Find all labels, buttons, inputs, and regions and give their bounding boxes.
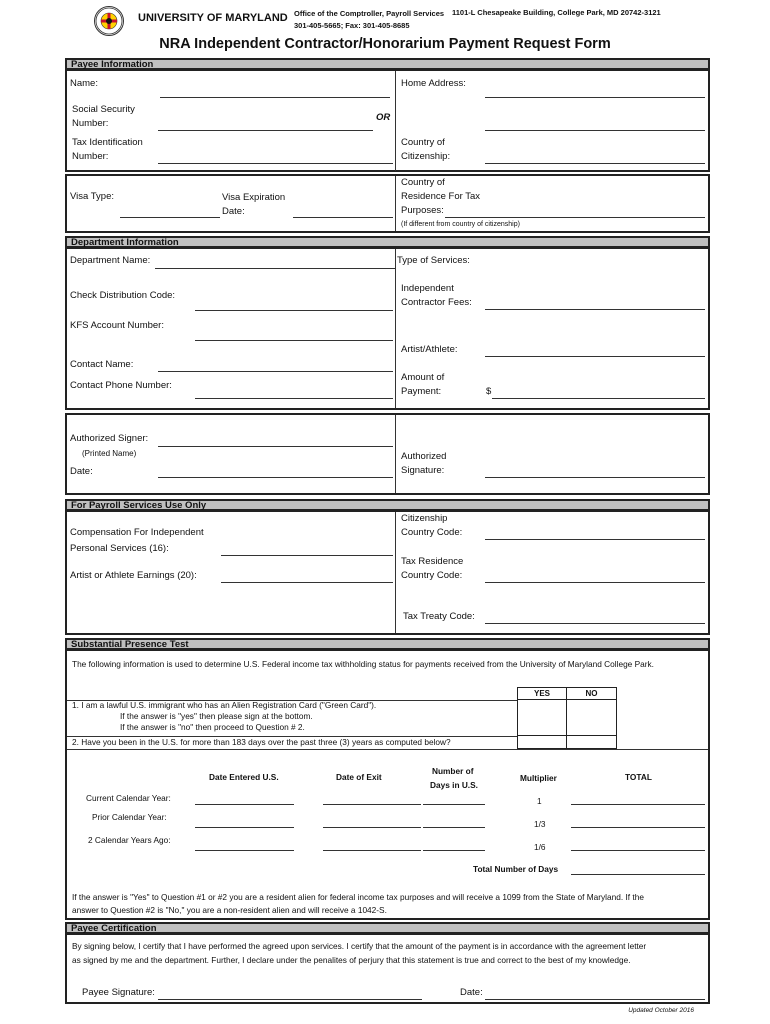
yes-header: YES <box>517 687 567 700</box>
no-header: NO <box>567 687 617 700</box>
printed-name-note: (Printed Name) <box>82 449 137 458</box>
university-seal-logo <box>94 6 124 36</box>
signer-date-field[interactable] <box>158 477 393 478</box>
cert-date-label: Date: <box>460 987 483 998</box>
question-1-no-instruction: If the answer is "no" then proceed to Question # 2. <box>120 722 305 732</box>
auth-sig-field[interactable] <box>485 477 705 478</box>
col-multiplier: Multiplier <box>520 773 557 783</box>
residence-note: (If different from country of citizenship) <box>401 221 520 228</box>
ind-contractor-field[interactable] <box>485 309 705 310</box>
check-dist-field[interactable] <box>195 310 393 311</box>
office-line: Office of the Comptroller, Payroll Services <box>294 9 445 18</box>
name-field[interactable] <box>160 97 390 98</box>
cit-code-label-2: Country Code: <box>401 527 463 538</box>
visa-section <box>65 174 710 233</box>
spt-section-heading: Substantial Presence Test <box>65 638 710 650</box>
department-divider <box>395 249 396 408</box>
payee-signature-label: Payee Signature: <box>82 987 155 998</box>
payroll-divider <box>395 512 396 633</box>
row-prior-entered[interactable] <box>195 827 294 828</box>
row-2years-total[interactable] <box>571 850 705 851</box>
q2-no-box[interactable] <box>567 736 617 749</box>
payee-signature-field[interactable] <box>158 999 422 1000</box>
question-1: 1. I am a lawful U.S. immigrant who has an Alien Registration Card ("Green Card"). <box>72 700 377 710</box>
yes-no-grid <box>517 687 617 749</box>
check-dist-label: Check Distribution Code: <box>70 290 176 301</box>
payee-section-heading: Payee Information <box>65 58 710 70</box>
auth-signer-label: Authorized Signer: <box>70 433 149 444</box>
row-current-total[interactable] <box>571 804 705 805</box>
amount-label-2: Payment: <box>401 386 442 397</box>
taxres-code-label-2: Country Code: <box>401 570 463 581</box>
home-address-field-2[interactable] <box>485 130 705 131</box>
col-date-entered: Date Entered U.S. <box>209 772 279 782</box>
payroll-section-heading: For Payroll Services Use Only <box>65 499 710 511</box>
signer-divider <box>395 415 396 493</box>
cit-code-label-1: Citizenship <box>401 513 448 524</box>
cert-text-1: By signing below, I certify that I have performed the agreed upon services. I certify that the amount of the payment is in accordance with the agreement letter <box>72 941 647 951</box>
taxres-code-label-1: Tax Residence <box>401 556 464 567</box>
row-prior-exit[interactable] <box>323 827 421 828</box>
taxres-code-field[interactable] <box>485 582 705 583</box>
row-prior-label: Prior Calendar Year: <box>92 812 167 822</box>
row-prior-total[interactable] <box>571 827 705 828</box>
type-services-label: Type of Services: <box>397 255 470 266</box>
row-2years-mult: 1/6 <box>534 842 546 852</box>
row-current-exit[interactable] <box>323 804 421 805</box>
office-name <box>294 8 444 32</box>
home-address-field-1[interactable] <box>485 97 705 98</box>
comp-field[interactable] <box>221 555 393 556</box>
row-current-days[interactable] <box>423 804 485 805</box>
home-address-label: Home Address: <box>401 78 466 89</box>
q2-bottom-rule <box>67 749 708 750</box>
amount-label-1: Amount of <box>401 372 445 383</box>
comp-label-2: Personal Services (16): <box>70 543 169 554</box>
citizenship-field[interactable] <box>485 163 705 164</box>
spt-note-2: answer to Question #2 is "No," you are a non-resident alien and will receive a 1042-S. <box>72 905 387 915</box>
total-days-label: Total Number of Days <box>473 864 559 874</box>
contact-name-label: Contact Name: <box>70 359 134 370</box>
artist-earnings-field[interactable] <box>221 582 393 583</box>
cit-code-field[interactable] <box>485 539 705 540</box>
cert-date-field[interactable] <box>485 999 705 1000</box>
treaty-code-field[interactable] <box>485 623 705 624</box>
dept-name-label: Department Name: <box>70 255 151 266</box>
phone-line: 301-405-5665; Fax: 301-405-8685 <box>294 21 410 30</box>
contact-phone-label: Contact Phone Number: <box>70 380 172 391</box>
payee-divider <box>395 71 396 171</box>
contact-phone-field[interactable] <box>195 398 393 399</box>
question-1-yes-instruction: If the answer is "yes" then please sign at the bottom. <box>120 711 313 721</box>
signer-date-label: Date: <box>70 466 93 477</box>
ssn-field[interactable] <box>158 130 373 131</box>
citizenship-label-2: Citizenship: <box>401 151 451 162</box>
row-current-mult: 1 <box>537 796 542 806</box>
col-days-1: Number of <box>432 766 474 776</box>
row-prior-days[interactable] <box>423 827 485 828</box>
signer-section <box>65 413 710 495</box>
ind-contractor-label-1: Independent <box>401 283 454 294</box>
residence-label-3: Purposes: <box>401 205 444 216</box>
university-name: UNIVERSITY OF MARYLAND <box>138 12 288 24</box>
question-2: 2. Have you been in the U.S. for more than 183 days over the past three (3) years as computed below? <box>72 737 451 747</box>
cert-text-2: as signed by me and the department. Further, I declare under the penalites of perjury that this statement is true and correct to the best of my knowledge. <box>72 955 631 965</box>
or-label: OR <box>376 112 391 123</box>
department-section-heading: Department Information <box>65 236 710 248</box>
amount-field[interactable] <box>492 398 705 399</box>
tin-label-2: Number: <box>72 151 109 162</box>
treaty-code-label: Tax Treaty Code: <box>403 611 475 622</box>
q2-yes-box[interactable] <box>517 736 567 749</box>
tin-field[interactable] <box>158 163 393 164</box>
row-2years-days[interactable] <box>423 850 485 851</box>
total-days-field[interactable] <box>571 874 705 875</box>
office-address: 1101-L Chesapeake Building, College Park, MD 20742-3121 <box>452 8 661 17</box>
ssn-label-1: Social Security <box>72 104 135 115</box>
visa-exp-label-1: Visa Expiration <box>222 192 286 203</box>
visa-exp-label-2: Date: <box>222 206 245 217</box>
updated-note: Updated October 2016 <box>628 1007 694 1014</box>
residence-label-2: Residence For Tax <box>401 191 481 202</box>
ind-contractor-label-2: Contractor Fees: <box>401 297 472 308</box>
visa-divider <box>395 176 396 231</box>
comp-label-1: Compensation For Independent <box>70 527 204 538</box>
visa-type-label: Visa Type: <box>70 191 115 202</box>
col-days-2: Days in U.S. <box>430 780 478 790</box>
visa-exp-field[interactable] <box>293 217 393 218</box>
row-2years-entered[interactable] <box>195 850 294 851</box>
auth-sig-label-2: Signature: <box>401 465 445 476</box>
artist-athlete-field[interactable] <box>485 356 705 357</box>
col-date-exit: Date of Exit <box>336 772 382 782</box>
col-total: TOTAL <box>625 772 652 782</box>
kfs-field[interactable] <box>195 340 393 341</box>
auth-sig-label-1: Authorized <box>401 451 447 462</box>
row-2years-exit[interactable] <box>323 850 421 851</box>
row-current-label: Current Calendar Year: <box>86 793 171 803</box>
q1-yes-box[interactable] <box>517 700 567 736</box>
ssn-label-2: Number: <box>72 118 109 129</box>
visa-type-field[interactable] <box>120 217 220 218</box>
kfs-label: KFS Account Number: <box>70 320 164 331</box>
auth-signer-field[interactable] <box>158 446 393 447</box>
form-title: NRA Independent Contractor/Honorarium Payment Request Form <box>159 36 611 52</box>
residence-label-1: Country of <box>401 177 445 188</box>
dollar-sign: $ <box>486 386 492 397</box>
row-2years-label: 2 Calendar Years Ago: <box>88 835 171 845</box>
contact-name-field[interactable] <box>158 371 393 372</box>
artist-earnings-label: Artist or Athlete Earnings (20): <box>70 570 197 581</box>
citizenship-label-1: Country of <box>401 137 445 148</box>
artist-athlete-label: Artist/Athlete: <box>401 344 458 355</box>
name-label: Name: <box>70 78 98 89</box>
spt-note-1: If the answer is "Yes" to Question #1 or #2 you are a resident alien for federal income tax purposes and will receive a 1099 from the State of Maryland. If the <box>72 892 644 902</box>
cert-section-heading: Payee Certification <box>65 922 710 934</box>
row-prior-mult: 1/3 <box>534 819 546 829</box>
spt-intro: The following information is used to determine U.S. Federal income tax withholding status for payments received from the University of Maryland College Park. <box>72 659 654 669</box>
q1-no-box[interactable] <box>567 700 617 736</box>
dept-name-field[interactable] <box>155 268 395 269</box>
row-current-entered[interactable] <box>195 804 294 805</box>
tin-label-1: Tax Identification <box>72 137 143 148</box>
